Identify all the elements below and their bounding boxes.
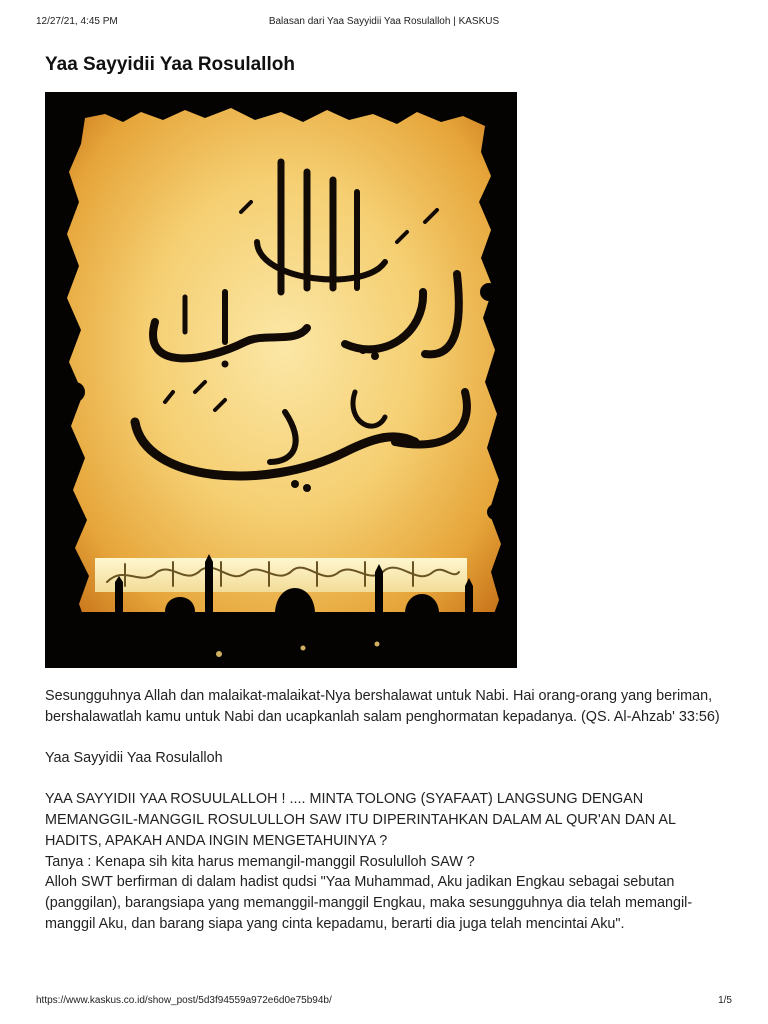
print-footer <box>36 995 732 1009</box>
print-page-title: Balasan dari Yaa Sayyidii Yaa Rosulalloh | KASKUS <box>268 16 500 27</box>
paragraph-subtitle: Yaa Sayyidii Yaa Rosulalloh <box>45 750 223 767</box>
article-body <box>45 686 735 934</box>
page-number: 1/5 <box>718 995 732 1006</box>
article-title: Yaa Sayyidii Yaa Rosulalloh <box>45 54 295 75</box>
calligraphy-image <box>45 92 517 668</box>
paragraph-hadith: Alloh SWT berfirman di dalam hadist qudsi "Yaa Muhammad, Aku jadikan Engkau sebagai sebutan (panggilan), barangsiapa yang memanggil-manggil Engkau, maka sesungguhnya dia telah memangil-manggil Aku, dan barang siapa yang cinta kepadamu, berarti dia juga telah mencintai Aku". <box>45 874 693 932</box>
paragraph-uppercase-intro: YAA SAYYIDII YAA ROSUULALLOH ! .... MINTA TOLONG (SYAFAAT) LANGSUNG DENGAN MEMANGGIL-MANGGIL ROSULULLOH SAW ITU DIPERINTAHKAN DALAM AL QUR'AN DAN AL HADITS, APAKAH ANDA INGIN MENGETAHUINYA ? <box>45 791 676 849</box>
paragraph-quran-verse: Sesungguhnya Allah dan malaikat-malaikat-Nya bershalawat untuk Nabi. Hai orang-orang yang beriman, bershalawatlah kamu untuk Nabi dan ucapkanlah salam penghormatan kepadanya. (QS. Al-Ahzab' 33:56) <box>45 688 720 725</box>
page-url-link[interactable]: https://www.kaskus.co.id/show_post/5d3f94559a972e6d0e75b94b/ <box>36 995 332 1006</box>
paragraph-question: Tanya : Kenapa sih kita harus memangil-manggil Rosululloh SAW ? <box>45 853 475 870</box>
calligraphy-parchment-image <box>45 92 517 668</box>
print-header <box>36 16 732 30</box>
print-datetime: 12/27/21, 4:45 PM <box>36 16 118 27</box>
